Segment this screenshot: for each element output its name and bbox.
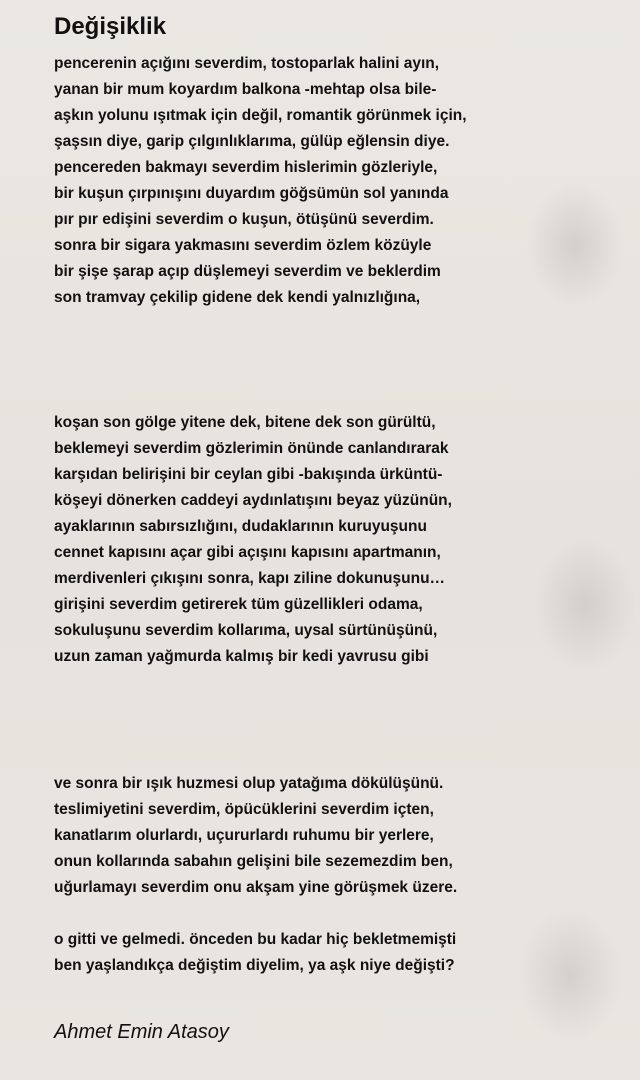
stanza-2 <box>54 410 452 670</box>
poem-author: Ahmet Emin Atasoy <box>54 1021 229 1043</box>
stanza-4 <box>54 927 456 979</box>
poem-line: girişini severdim getirerek tüm güzellikleri odama, <box>54 596 423 613</box>
poem-line: onun kollarında sabahın gelişini bile sezemezdim ben, <box>54 853 453 870</box>
poem-line: pencerenin açığını severdim, tostoparlak halini ayın, <box>54 55 440 72</box>
poem-line: merdivenleri çıkışını sonra, kapı ziline dokunuşunu… <box>54 570 446 587</box>
poem-line: kanatlarım olurlardı, uçururlardı ruhumu bir yerlere, <box>54 827 434 844</box>
poem-line: bir şişe şarap açıp düşlemeyi severdim ve beklerdim <box>54 263 441 280</box>
poem-line: köşeyi dönerken caddeyi aydınlatışını beyaz yüzünün, <box>54 492 452 509</box>
poem-line: teslimiyetini severdim, öpücüklerini severdim içten, <box>54 801 434 818</box>
poem-line: ben yaşlandıkça değiştim diyelim, ya aşk niye değişti? <box>54 957 455 974</box>
stanza-1 <box>54 51 467 311</box>
poem-line: bir kuşun çırpınışını duyardım göğsümün sol yanında <box>54 185 449 202</box>
poem-line: uğurlamayı severdim onu akşam yine görüşmek üzere. <box>54 879 458 896</box>
poem-line: sokuluşunu severdim kollarıma, uysal sürtünüşünü, <box>54 622 438 639</box>
poem-line: son tramvay çekilip gidene dek kendi yalnızlığına, <box>54 289 421 306</box>
poem-line: pır pır edişini severdim o kuşun, ötüşünü severdim. <box>54 211 434 228</box>
poem-line: karşıdan belirişini bir ceylan gibi -bakışında ürküntü- <box>54 466 443 483</box>
poem-line: o gitti ve gelmedi. önceden bu kadar hiç bekletmemişti <box>54 931 457 948</box>
poem-line: cennet kapısını açar gibi açışını kapısını apartmanın, <box>54 544 441 561</box>
poem-title: Değişiklik <box>54 13 167 40</box>
poem-line: beklemeyi severdim gözlerimin önünde canlandırarak <box>54 440 449 457</box>
poem-line: ayaklarının sabırsızlığını, dudaklarının kuruyuşunu <box>54 518 427 535</box>
poem-line: koşan son gölge yitene dek, bitene dek son gürültü, <box>54 414 436 431</box>
poem-line: sonra bir sigara yakmasını severdim özlem közüyle <box>54 237 432 254</box>
poem-line: yanan bir mum koyardım balkona -mehtap olsa bile- <box>54 81 437 98</box>
poem-line: aşkın yolunu ışıtmak için değil, romantik görünmek için, <box>54 107 467 124</box>
poem-line: uzun zaman yağmurda kalmış bir kedi yavrusu gibi <box>54 648 429 665</box>
poem-line: pencereden bakmayı severdim hislerimin gözleriyle, <box>54 159 438 176</box>
poem-line: şaşsın diye, garip çılgınlıklarıma, gülüp eğlensin diye. <box>54 133 450 150</box>
stanza-3 <box>54 771 457 901</box>
poem-line: ve sonra bir ışık huzmesi olup yatağıma dökülüşünü. <box>54 775 444 792</box>
